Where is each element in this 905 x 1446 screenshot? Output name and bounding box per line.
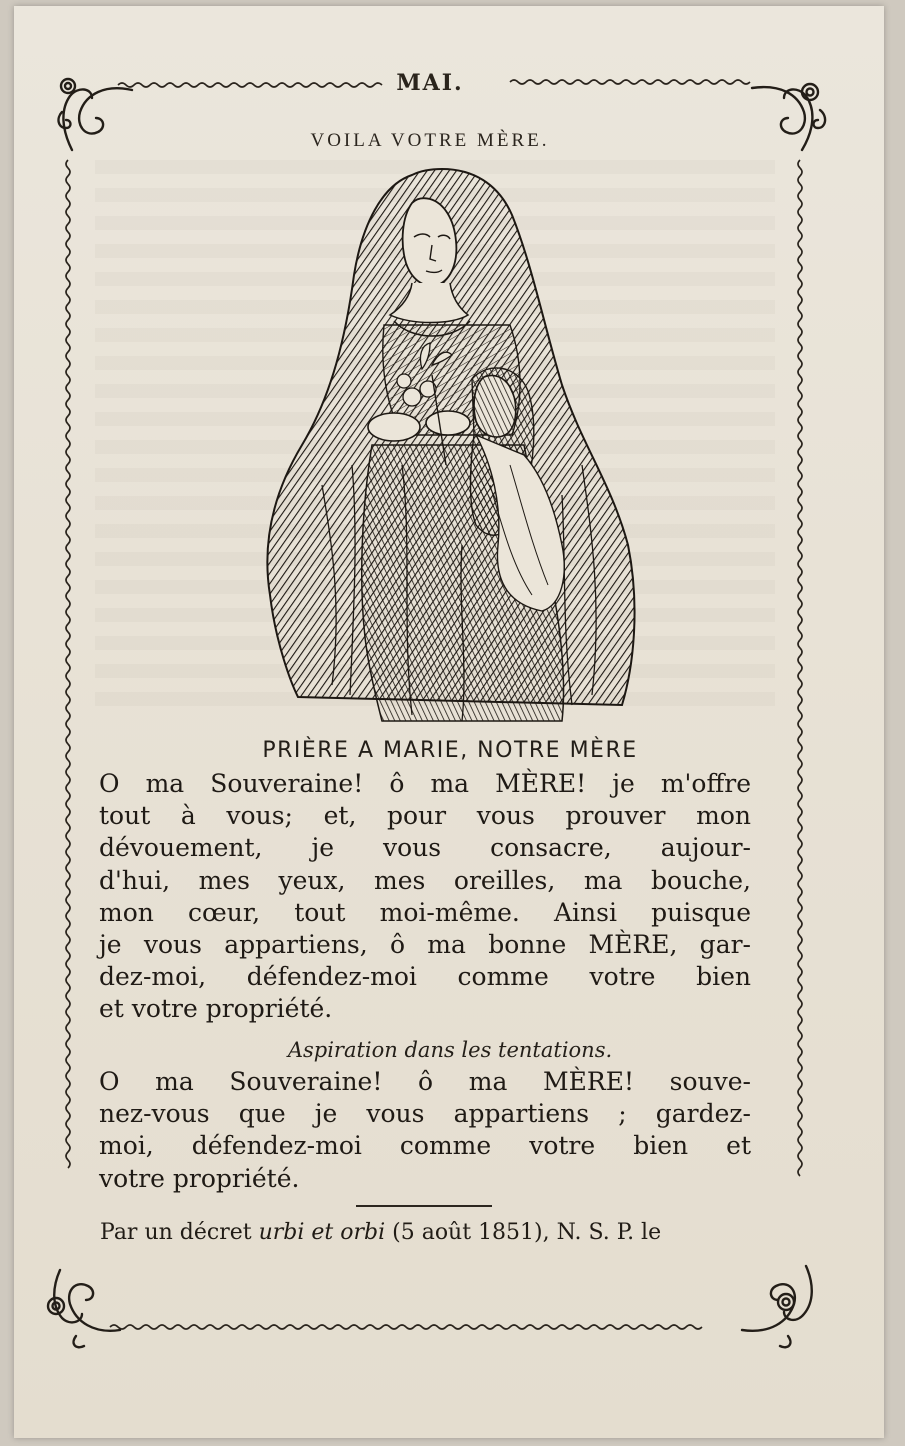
aspiration-line: O ma Souveraine! ô ma MÈRE! souve- <box>99 1067 751 1096</box>
prayer-line: O ma Souveraine! ô ma MÈRE! je m'offre <box>99 769 751 798</box>
corner-flourish-top-left-icon <box>59 79 132 150</box>
prayer-line: tout à vous; et, pour vous prouver mon <box>99 801 751 831</box>
footnote-suffix: (5 août 1851), N. S. P. le <box>392 1220 662 1245</box>
divider-rule <box>356 1205 492 1207</box>
page-heading: VOILA VOTRE MÈRE. <box>310 130 550 151</box>
border-right-wave <box>798 160 802 1176</box>
indulgence-footnote <box>100 1220 760 1245</box>
month-label: MAI. <box>396 70 464 96</box>
corner-flourish-top-right-icon <box>752 84 825 150</box>
border-bottom-wave <box>110 1325 702 1329</box>
madonna-with-child-icon <box>262 165 640 727</box>
prayer-line: dévouement, je vous consacre, aujour- <box>99 833 751 863</box>
prayer-line: et votre propriété. <box>99 994 333 1024</box>
border-left-wave <box>66 160 70 1168</box>
aspiration-text <box>99 1066 751 1195</box>
prayer-line: dez-moi, défendez-moi comme votre bien <box>99 962 751 992</box>
footnote-prefix: Par un décret <box>100 1220 252 1245</box>
prayer-line: d'hui, mes yeux, mes oreilles, ma bouche, <box>99 865 751 895</box>
corner-flourish-bottom-right-icon <box>742 1266 812 1347</box>
border-top-right-wave <box>510 80 750 84</box>
aspiration-line: nez-vous que je vous appartiens ; gardez- <box>99 1099 751 1129</box>
prayer-line: je vous appartiens, ô ma bonne MÈRE, gar- <box>99 930 751 960</box>
border-top-left-wave <box>118 83 382 87</box>
footnote-italic: urbi et orbi <box>258 1220 386 1245</box>
aspiration-line: moi, défendez-moi comme votre bien et <box>99 1131 751 1161</box>
corner-flourish-bottom-left-icon <box>48 1270 120 1347</box>
prayer-text <box>99 768 751 1026</box>
prayer-line: mon cœur, tout moi-même. Ainsi puisque <box>99 897 751 927</box>
aspiration-title: Aspiration dans les tentations. <box>287 1038 613 1062</box>
prayer-title: PRIÈRE A MARIE, NOTRE MÈRE <box>262 738 638 763</box>
aspiration-line: votre propriété. <box>99 1163 300 1193</box>
